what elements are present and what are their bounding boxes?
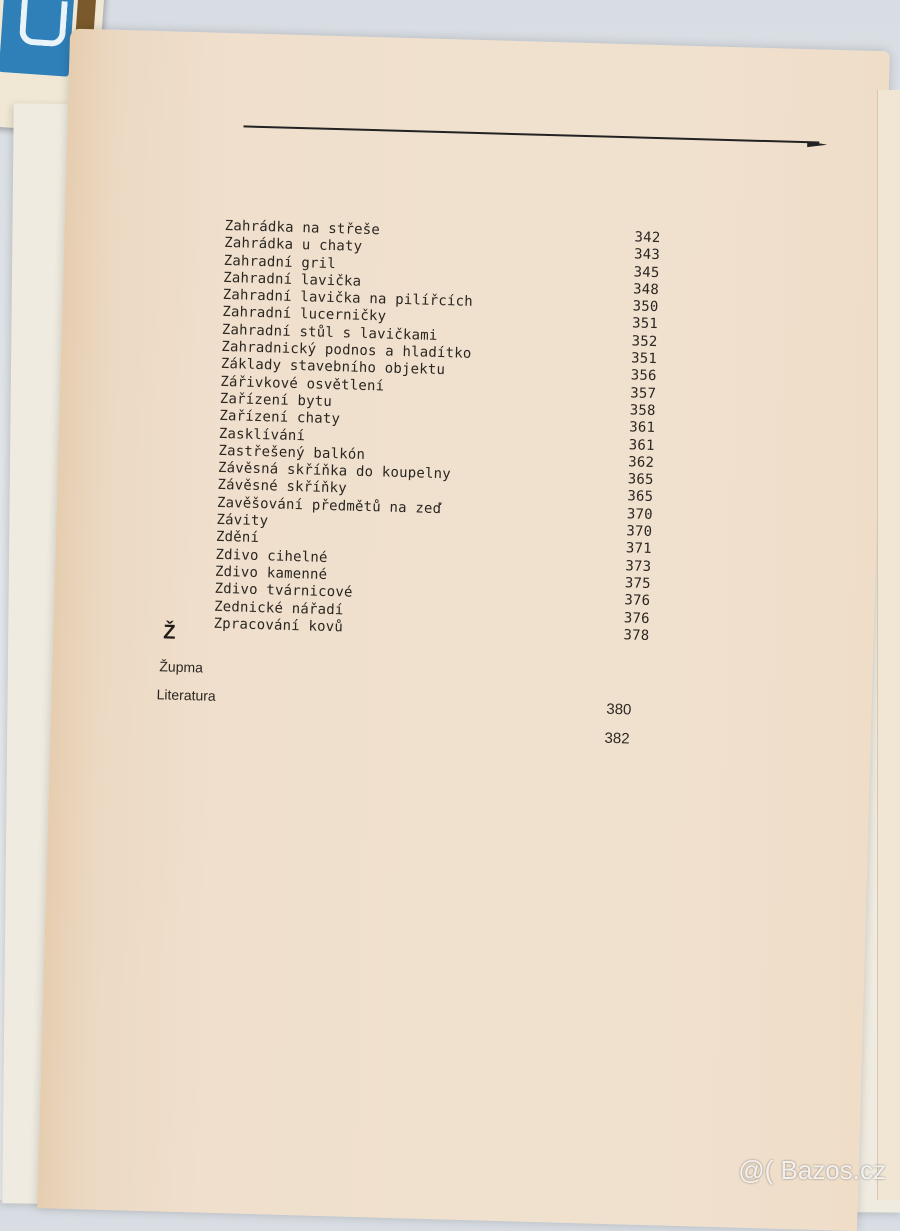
header-rule-end bbox=[807, 141, 827, 148]
section-entry: Župma bbox=[159, 658, 204, 676]
header-rule bbox=[243, 125, 819, 143]
watermark: @( Bazos.cz bbox=[738, 1155, 886, 1185]
toc-entry-title: Zahradní gril bbox=[223, 252, 337, 272]
toc-entry-title: Zahrádka u chaty bbox=[224, 235, 363, 256]
toc-entry-page: 365 bbox=[627, 471, 654, 489]
toc-entry-title: Zahradní lavička na pilířcích bbox=[222, 287, 474, 311]
toc-entry-page: 375 bbox=[624, 575, 651, 592]
toc-entry-page: 370 bbox=[626, 506, 653, 523]
toc-entry-page: 365 bbox=[627, 488, 654, 506]
toc-entry-title: Závěsné skříňky bbox=[217, 477, 348, 497]
toc-entry-title: Zahradní stůl s lavičkami bbox=[221, 321, 438, 344]
toc-entry-page: 373 bbox=[625, 557, 652, 575]
toc-entry-title: Zahradní lavička bbox=[223, 269, 362, 290]
toc-entry-title: Zařízení chaty bbox=[219, 408, 341, 428]
toc-entry-page: 376 bbox=[623, 609, 651, 627]
toc-entry-page: 358 bbox=[629, 402, 656, 420]
table-of-contents bbox=[213, 218, 674, 646]
toc-entry-title: Zastřešený balkón bbox=[218, 442, 366, 463]
book-page bbox=[37, 29, 890, 1231]
toc-entry-page: 371 bbox=[625, 540, 652, 558]
toc-entry-title: Zednické nářadí bbox=[213, 598, 344, 618]
literature-page: 380 bbox=[606, 700, 632, 719]
toc-entry-page: 370 bbox=[626, 523, 653, 541]
toc-entry-title: Zářivkové osvětlení bbox=[220, 373, 385, 395]
toc-entry-page: 356 bbox=[630, 367, 657, 385]
last-page-number: 382 bbox=[604, 729, 630, 748]
toc-entry-title: Zahradnický podnos a hladítko bbox=[221, 338, 472, 362]
toc-entry-title: Zdění bbox=[215, 529, 260, 547]
toc-entry-page: 376 bbox=[624, 592, 651, 610]
toc-entry-page: 351 bbox=[631, 315, 659, 333]
toc-entry-title: Závěsná skříňka do koupelny bbox=[217, 460, 452, 483]
toc-entry-title: Zahrádka na střeše bbox=[224, 217, 381, 239]
right-page-edge bbox=[877, 90, 900, 1200]
literature-label: Literatura bbox=[156, 686, 216, 704]
toc-entry-title: Zdivo tvárnicové bbox=[214, 581, 353, 601]
toc-entry-page: 357 bbox=[629, 385, 657, 402]
book-cover-logo bbox=[0, 0, 75, 77]
toc-entry-page: 362 bbox=[628, 454, 655, 471]
toc-entry-title: Zavěšování předmětů na zeď bbox=[216, 494, 442, 517]
toc-entry-title: Základy stavebního objektu bbox=[220, 356, 446, 379]
toc-entry-page: 342 bbox=[634, 229, 661, 247]
toc-entry-title: Zahradní lucerničky bbox=[222, 304, 387, 325]
toc-entry-page: 345 bbox=[633, 263, 660, 281]
section-letter: Ž bbox=[163, 621, 176, 644]
toc-entry-page: 378 bbox=[623, 627, 650, 644]
toc-entry-title: Zpracování kovů bbox=[213, 615, 344, 636]
toc-entry-title: Zdivo cihelné bbox=[215, 546, 328, 566]
toc-entry-title: Závity bbox=[216, 511, 269, 530]
toc-entry-page: 343 bbox=[633, 246, 661, 264]
toc-entry-title: Zasklívání bbox=[218, 425, 306, 444]
toc-entry-page: 348 bbox=[632, 281, 660, 298]
toc-entry-title: Zdivo kamenné bbox=[214, 563, 328, 583]
toc-entry-page: 361 bbox=[628, 436, 655, 454]
toc-entry-page: 352 bbox=[631, 333, 658, 350]
toc-entry-title: Zařízení bytu bbox=[219, 390, 333, 410]
toc-entry-page: 350 bbox=[632, 298, 659, 316]
toc-entry-page: 351 bbox=[630, 350, 658, 368]
toc-entry-page: 361 bbox=[629, 419, 656, 437]
